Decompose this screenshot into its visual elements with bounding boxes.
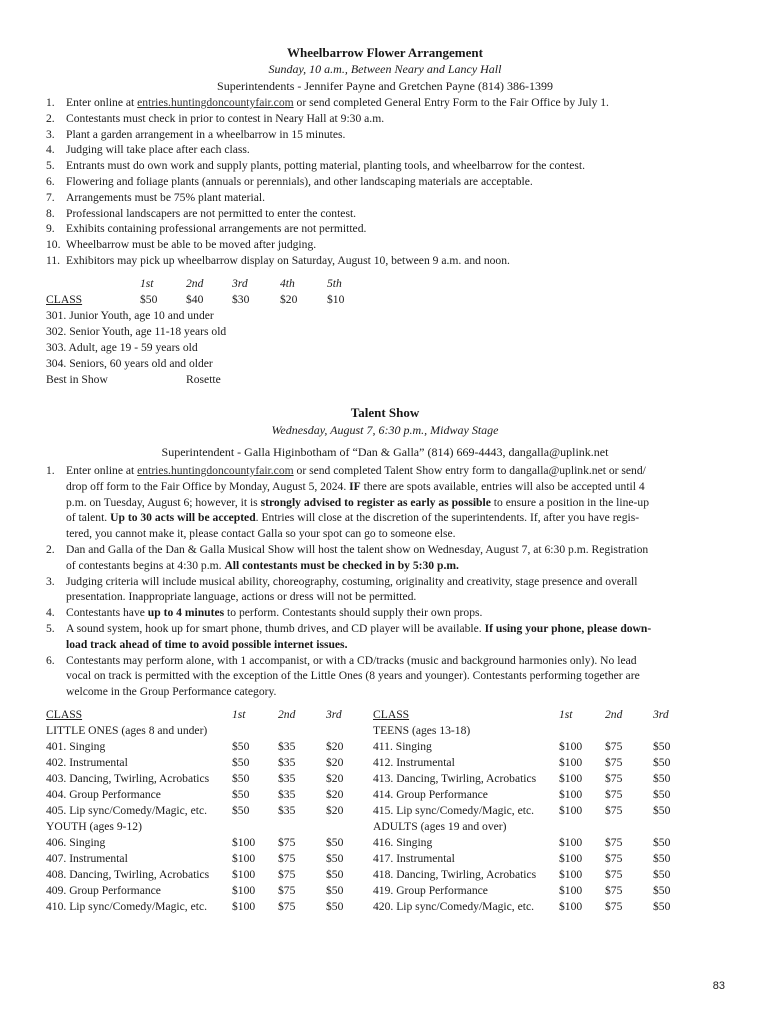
prize-amount: $20 bbox=[326, 756, 344, 769]
prize-amount: $75 bbox=[605, 868, 623, 881]
rule-emphasis: strongly advised to register as early as possible bbox=[260, 495, 491, 509]
class-heading: CLASS bbox=[46, 708, 83, 721]
prize-amount: $50 bbox=[140, 293, 158, 306]
rule-text: Judging will take place after each class. bbox=[66, 143, 250, 157]
prize-amount: $50 bbox=[653, 756, 671, 769]
prize-amount: $20 bbox=[326, 788, 344, 801]
prize-amount: $50 bbox=[232, 740, 250, 753]
wheelbarrow-title: Wheelbarrow Flower Arrangement bbox=[287, 45, 483, 60]
prize-amount: $50 bbox=[232, 788, 250, 801]
wheelbarrow-header bbox=[0, 44, 770, 95]
talent-prize-table-right bbox=[373, 707, 683, 915]
place-label: 3rd bbox=[653, 708, 669, 721]
rule-text: or send completed General Entry Form to the Fair Office by July 1. bbox=[293, 96, 609, 109]
place-label: 1st bbox=[559, 708, 573, 721]
rule-text: Exhibits containing professional arrangements are not permitted. bbox=[66, 222, 367, 236]
class-label: 301. Junior Youth, age 10 and under bbox=[46, 309, 214, 322]
prize-amount: $75 bbox=[605, 900, 623, 913]
prize-amount: $75 bbox=[605, 740, 623, 753]
rule-text: to perform. Contestants should supply their own props. bbox=[224, 606, 483, 620]
prize-amount: $20 bbox=[326, 804, 344, 817]
rule-item bbox=[46, 111, 736, 127]
prize-amount: $100 bbox=[232, 884, 256, 897]
best-in-show-label: Best in Show bbox=[46, 373, 108, 386]
rule-number: 4. bbox=[46, 606, 55, 620]
prize-amount: $35 bbox=[278, 772, 296, 785]
class-label: 415. Lip sync/Comedy/Magic, etc. bbox=[373, 804, 534, 817]
prize-amount: $50 bbox=[232, 756, 250, 769]
rule-text: tered, you cannot make it, please contact Galla so your spot can go to someone else. bbox=[66, 527, 456, 541]
place-label: 3rd bbox=[232, 277, 248, 290]
rule-number: 3. bbox=[46, 127, 55, 141]
rule-item bbox=[46, 221, 736, 237]
prize-amount: $75 bbox=[278, 868, 296, 881]
rule-item bbox=[46, 95, 736, 111]
group-heading-row bbox=[46, 723, 356, 739]
prize-amount: $50 bbox=[232, 772, 250, 785]
wheelbarrow-prize-table bbox=[46, 276, 446, 388]
prize-amount: $20 bbox=[280, 293, 298, 306]
class-heading: CLASS bbox=[373, 708, 410, 721]
prize-amount: $50 bbox=[653, 884, 671, 897]
prize-amount: $75 bbox=[605, 756, 623, 769]
rule-item bbox=[46, 206, 736, 222]
class-row bbox=[46, 324, 446, 340]
rule-number: 2. bbox=[46, 542, 55, 556]
place-label: 4th bbox=[280, 277, 295, 290]
rule-text: . Entries will close at the discretion of the superintendents. If, after you have regis- bbox=[255, 511, 640, 525]
rule-number: 1. bbox=[46, 96, 55, 109]
rule-item bbox=[46, 542, 736, 574]
prize-amount: $50 bbox=[653, 772, 671, 785]
prize-amount: $35 bbox=[278, 788, 296, 801]
rule-item bbox=[46, 127, 736, 143]
prize-amount: $50 bbox=[653, 836, 671, 849]
table-row bbox=[46, 851, 356, 867]
rule-text: Arrangements must be 75% plant material. bbox=[66, 190, 265, 204]
entries-link[interactable]: entries.huntingdoncountyfair.com bbox=[137, 96, 294, 109]
table-row bbox=[46, 755, 356, 771]
class-label: 406. Singing bbox=[46, 836, 106, 849]
table-row bbox=[373, 835, 683, 851]
rule-text: Plant a garden arrangement in a wheelbarrow in 15 minutes. bbox=[66, 127, 346, 141]
place-label: 2nd bbox=[278, 708, 296, 721]
prize-amount: $100 bbox=[559, 740, 583, 753]
class-label: 401. Singing bbox=[46, 740, 106, 753]
class-label: 402. Instrumental bbox=[46, 756, 128, 769]
prize-amount: $100 bbox=[559, 900, 583, 913]
prize-amount: $100 bbox=[232, 868, 256, 881]
page-number: 83 bbox=[712, 980, 725, 992]
rule-text: Judging criteria will include musical ability, choreography, costuming, originality and creativity, stage presence and overall bbox=[66, 574, 638, 588]
rule-text: Exhibitors may pick up wheelbarrow display on Saturday, August 10, between 9 a.m. and noon. bbox=[66, 253, 510, 267]
prize-amount: $35 bbox=[278, 740, 296, 753]
class-label: 414. Group Performance bbox=[373, 788, 488, 801]
prize-amount: $75 bbox=[605, 772, 623, 785]
rule-text: vocal on track is permitted with the exception of the Little Ones (8 years and younger). Contestants performing together are bbox=[66, 669, 640, 683]
rule-text: Professional landscapers are not permitted to enter the contest. bbox=[66, 206, 357, 220]
table-row bbox=[373, 883, 683, 899]
table-row bbox=[373, 899, 683, 915]
rule-number: 4. bbox=[46, 143, 55, 157]
wheelbarrow-rules-list bbox=[46, 95, 736, 269]
rule-number: 1. bbox=[46, 464, 55, 477]
rule-number: 3. bbox=[46, 574, 55, 588]
rule-item bbox=[46, 653, 736, 700]
header-row bbox=[46, 707, 356, 723]
prize-amount: $50 bbox=[653, 900, 671, 913]
entries-link[interactable]: entries.huntingdoncountyfair.com bbox=[137, 464, 294, 477]
group-heading-row bbox=[373, 819, 683, 835]
class-label: 418. Dancing, Twirling, Acrobatics bbox=[373, 868, 537, 881]
rule-text: Entrants must do own work and supply plants, potting material, planting tools, and wheelbarrow for the contest. bbox=[66, 159, 586, 173]
prize-amount: $100 bbox=[559, 756, 583, 769]
prize-amount: $50 bbox=[653, 868, 671, 881]
rule-text: of contestants begins at 4:30 p.m. bbox=[66, 558, 225, 572]
table-row bbox=[46, 867, 356, 883]
prize-amount: $100 bbox=[232, 900, 256, 913]
class-label: 419. Group Performance bbox=[373, 884, 488, 897]
talent-header bbox=[0, 404, 770, 461]
rule-text: Wheelbarrow must be able to be moved after judging. bbox=[66, 238, 317, 252]
rule-text: Enter online at bbox=[66, 96, 138, 109]
rule-text: Enter online at bbox=[66, 464, 138, 477]
class-label: 303. Adult, age 19 - 59 years old bbox=[46, 341, 198, 354]
rule-number: 10. bbox=[46, 238, 61, 252]
place-label: 5th bbox=[327, 277, 342, 290]
class-label: 403. Dancing, Twirling, Acrobatics bbox=[46, 772, 210, 785]
rule-emphasis: All contestants must be checked in by 5:30 p.m. bbox=[224, 558, 459, 572]
rule-text: Contestants must check in prior to contest in Neary Hall at 9:30 a.m. bbox=[66, 111, 385, 125]
talent-rules-list bbox=[46, 463, 736, 700]
prize-amount: $75 bbox=[605, 852, 623, 865]
place-label: 1st bbox=[232, 708, 246, 721]
class-label: 304. Seniors, 60 years old and older bbox=[46, 357, 213, 370]
prize-amount: $75 bbox=[278, 884, 296, 897]
table-row bbox=[46, 835, 356, 851]
rule-emphasis: IF bbox=[349, 479, 361, 493]
group-heading-row bbox=[373, 723, 683, 739]
prize-amount: $50 bbox=[326, 852, 344, 865]
rule-item bbox=[46, 605, 736, 621]
rule-text: there are spots available, entries will also be accepted until 4 bbox=[360, 479, 645, 493]
rule-text: welcome in the Group Performance category. bbox=[66, 685, 277, 699]
prize-amount: $30 bbox=[232, 293, 250, 306]
rule-text: Contestants may perform alone, with 1 accompanist, or with a CD/tracks (music and background harmonies only). No lead bbox=[66, 653, 637, 667]
rule-text: Contestants have bbox=[66, 606, 148, 620]
class-label: 410. Lip sync/Comedy/Magic, etc. bbox=[46, 900, 207, 913]
prize-amount: $50 bbox=[326, 836, 344, 849]
rule-item bbox=[46, 142, 736, 158]
prize-amount: $35 bbox=[278, 756, 296, 769]
table-row bbox=[46, 739, 356, 755]
rule-text: drop off form to the Fair Office by Monday, August 5, 2024. bbox=[66, 479, 350, 493]
rule-number: 5. bbox=[46, 159, 55, 173]
rule-emphasis: If using your phone, please down- bbox=[484, 621, 652, 635]
table-row bbox=[373, 755, 683, 771]
table-row bbox=[46, 899, 356, 915]
rule-item bbox=[46, 574, 736, 606]
prize-amount: $100 bbox=[232, 852, 256, 865]
prize-amount: $40 bbox=[186, 293, 204, 306]
prize-amount: $75 bbox=[278, 900, 296, 913]
class-label: 412. Instrumental bbox=[373, 756, 455, 769]
prize-amount: $75 bbox=[278, 852, 296, 865]
group-heading: ADULTS (ages 19 and over) bbox=[373, 820, 507, 833]
rule-number: 7. bbox=[46, 190, 55, 204]
rule-text: Dan and Galla of the Dan & Galla Musical Show will host the talent show on Wednesday, August 7, at 6:30 p.m. Registration bbox=[66, 542, 649, 556]
rule-emphasis: up to 4 minutes bbox=[147, 606, 225, 620]
table-row bbox=[373, 851, 683, 867]
class-label: 408. Dancing, Twirling, Acrobatics bbox=[46, 868, 210, 881]
place-label: 2nd bbox=[186, 277, 204, 290]
class-heading: CLASS bbox=[46, 293, 83, 306]
prize-amount: $50 bbox=[653, 804, 671, 817]
prize-amount: $75 bbox=[605, 836, 623, 849]
talent-subtitle: Wednesday, August 7, 6:30 p.m., Midway Stage bbox=[271, 423, 499, 437]
rule-item bbox=[46, 621, 736, 653]
header-row bbox=[373, 707, 683, 723]
class-label: 417. Instrumental bbox=[373, 852, 455, 865]
rule-emphasis: load track ahead of time to avoid possible internet issues. bbox=[66, 637, 348, 651]
prize-amount: $75 bbox=[605, 884, 623, 897]
rule-text: p.m. on Tuesday, August 6; however, it is bbox=[66, 495, 261, 509]
rule-number: 6. bbox=[46, 174, 55, 188]
talent-title: Talent Show bbox=[350, 405, 420, 420]
wheelbarrow-subtitle: Sunday, 10 a.m., Between Neary and Lancy Hall bbox=[268, 62, 502, 76]
prize-amount: $75 bbox=[278, 836, 296, 849]
table-row bbox=[373, 771, 683, 787]
group-heading: TEENS (ages 13-18) bbox=[373, 724, 471, 737]
table-row bbox=[46, 771, 356, 787]
prize-amount: $50 bbox=[653, 788, 671, 801]
table-row bbox=[373, 787, 683, 803]
table-row bbox=[46, 803, 356, 819]
class-row bbox=[46, 308, 446, 324]
prize-amount: $50 bbox=[326, 868, 344, 881]
place-label: 3rd bbox=[326, 708, 342, 721]
prize-amount: $50 bbox=[326, 900, 344, 913]
class-label: 404. Group Performance bbox=[46, 788, 161, 801]
prize-amount: $100 bbox=[559, 868, 583, 881]
prize-amount: $100 bbox=[559, 884, 583, 897]
group-heading: YOUTH (ages 9-12) bbox=[46, 820, 142, 833]
wheelbarrow-superintendents: Superintendents - Jennifer Payne and Gretchen Payne (814) 386-1399 bbox=[217, 79, 553, 93]
best-in-show-row bbox=[46, 372, 446, 388]
places-row bbox=[46, 276, 446, 292]
rule-text: Flowering and foliage plants (annuals or perennials), and other landscaping materials are acceptable. bbox=[66, 174, 533, 188]
rule-number: 2. bbox=[46, 111, 55, 125]
prize-amount: $20 bbox=[326, 772, 344, 785]
table-row bbox=[46, 787, 356, 803]
prize-amount: $50 bbox=[232, 804, 250, 817]
rule-item bbox=[46, 237, 736, 253]
prize-amount: $100 bbox=[232, 836, 256, 849]
rule-emphasis: Up to 30 acts will be accepted bbox=[110, 511, 256, 525]
rule-text: A sound system, hook up for smart phone, thumb drives, and CD player will be available. bbox=[66, 621, 485, 635]
prize-row bbox=[46, 292, 446, 308]
rule-number: 6. bbox=[46, 653, 55, 667]
prize-amount: $50 bbox=[653, 852, 671, 865]
class-label: 409. Group Performance bbox=[46, 884, 161, 897]
prize-amount: $20 bbox=[326, 740, 344, 753]
prize-amount: $100 bbox=[559, 788, 583, 801]
group-heading: LITTLE ONES (ages 8 and under) bbox=[46, 724, 208, 737]
prize-amount: $10 bbox=[327, 293, 345, 306]
rule-item bbox=[46, 174, 736, 190]
class-label: 302. Senior Youth, age 11-18 years old bbox=[46, 325, 227, 338]
rule-item bbox=[46, 463, 736, 542]
rule-number: 11. bbox=[46, 253, 61, 267]
rule-text: presentation. Inappropriate language, actions or dress will not be permitted. bbox=[66, 590, 417, 604]
prize-amount: $75 bbox=[605, 804, 623, 817]
table-row bbox=[46, 883, 356, 899]
prize-amount: $50 bbox=[653, 740, 671, 753]
rule-text: to ensure a position in the line-up bbox=[490, 495, 649, 509]
talent-superintendent: Superintendent - Galla Higinbotham of “Dan & Galla” (814) 669-4443, dangalla@uplink.net bbox=[161, 445, 609, 459]
rule-text: of talent. bbox=[66, 511, 111, 525]
prize-amount: $75 bbox=[605, 788, 623, 801]
prize-amount: $50 bbox=[326, 884, 344, 897]
rule-number: 9. bbox=[46, 222, 55, 236]
rule-item bbox=[46, 190, 736, 206]
group-heading-row bbox=[46, 819, 356, 835]
prize-amount: $100 bbox=[559, 836, 583, 849]
rule-item bbox=[46, 158, 736, 174]
class-label: 407. Instrumental bbox=[46, 852, 128, 865]
class-row bbox=[46, 340, 446, 356]
class-label: 411. Singing bbox=[373, 740, 432, 753]
rule-number: 5. bbox=[46, 621, 55, 635]
class-label: 416. Singing bbox=[373, 836, 433, 849]
prize-amount: $100 bbox=[559, 772, 583, 785]
talent-prize-table-left bbox=[46, 707, 356, 915]
rosette-label: Rosette bbox=[186, 373, 221, 386]
table-row bbox=[373, 867, 683, 883]
place-label: 2nd bbox=[605, 708, 623, 721]
table-row bbox=[373, 739, 683, 755]
rule-number: 8. bbox=[46, 206, 55, 220]
table-row bbox=[373, 803, 683, 819]
rule-text: or send completed Talent Show entry form to dangalla@uplink.net or send/ bbox=[293, 464, 646, 477]
prize-amount: $35 bbox=[278, 804, 296, 817]
class-label: 405. Lip sync/Comedy/Magic, etc. bbox=[46, 804, 207, 817]
class-label: 413. Dancing, Twirling, Acrobatics bbox=[373, 772, 537, 785]
rule-item bbox=[46, 253, 736, 269]
prize-amount: $100 bbox=[559, 804, 583, 817]
place-label: 1st bbox=[140, 277, 154, 290]
class-label: 420. Lip sync/Comedy/Magic, etc. bbox=[373, 900, 534, 913]
prize-amount: $100 bbox=[559, 852, 583, 865]
class-row bbox=[46, 356, 446, 372]
